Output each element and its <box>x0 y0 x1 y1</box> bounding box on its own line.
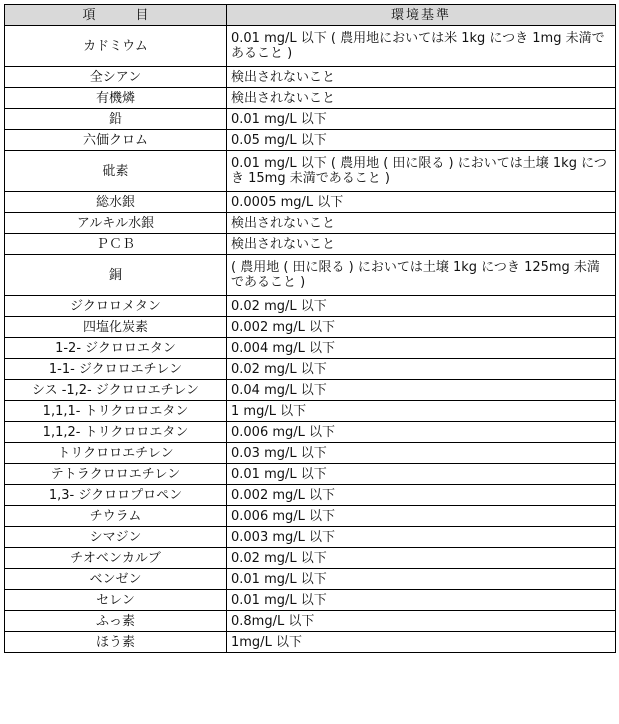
standard-cell: 0.01 mg/L 以下 <box>227 569 616 590</box>
standard-cell: 1mg/L 以下 <box>227 632 616 653</box>
header-standard: 環境基準 <box>227 5 616 26</box>
standard-cell: 検出されないこと <box>227 88 616 109</box>
table-row <box>5 527 616 548</box>
item-cell: カドミウム <box>5 26 227 67</box>
standard-cell: 検出されないこと <box>227 213 616 234</box>
item-cell: ＰＣＢ <box>5 234 227 255</box>
standard-cell: 0.01 mg/L 以下 <box>227 590 616 611</box>
standard-cell: 1 mg/L 以下 <box>227 401 616 422</box>
table-row <box>5 255 616 296</box>
item-cell: アルキル水銀 <box>5 213 227 234</box>
standard-cell: 0.004 mg/L 以下 <box>227 338 616 359</box>
table-row <box>5 234 616 255</box>
table-row <box>5 611 616 632</box>
header-item <box>5 5 227 26</box>
item-cell: シス -1,2- ジクロロエチレン <box>5 380 227 401</box>
standard-cell: 0.02 mg/L 以下 <box>227 548 616 569</box>
table-row <box>5 548 616 569</box>
table-row <box>5 401 616 422</box>
environmental-standards-table <box>4 4 616 653</box>
item-cell: 砒素 <box>5 151 227 192</box>
item-cell: 総水銀 <box>5 192 227 213</box>
header-item-char-2: 目 <box>135 7 149 23</box>
item-cell: ジクロロメタン <box>5 296 227 317</box>
standard-cell: 検出されないこと <box>227 67 616 88</box>
table-row <box>5 506 616 527</box>
table-row <box>5 109 616 130</box>
table-row <box>5 590 616 611</box>
item-cell: ベンゼン <box>5 569 227 590</box>
table-row <box>5 464 616 485</box>
standard-cell: 0.01 mg/L 以下 <box>227 464 616 485</box>
table-row <box>5 213 616 234</box>
table-row <box>5 317 616 338</box>
standard-cell: 0.0005 mg/L 以下 <box>227 192 616 213</box>
standard-cell: 0.006 mg/L 以下 <box>227 506 616 527</box>
standard-cell: 0.02 mg/L 以下 <box>227 359 616 380</box>
item-cell: 1-2- ジクロロエタン <box>5 338 227 359</box>
item-cell: 1,1,1- トリクロロエタン <box>5 401 227 422</box>
table-row <box>5 26 616 67</box>
table-row <box>5 151 616 192</box>
item-cell: 鉛 <box>5 109 227 130</box>
item-cell: チオベンカルブ <box>5 548 227 569</box>
standard-cell: 0.01 mg/L 以下 ( 農用地においては米 1kg につき 1mg 未満であること ) <box>227 26 616 67</box>
item-cell: ふっ素 <box>5 611 227 632</box>
item-cell: チウラム <box>5 506 227 527</box>
table-row <box>5 296 616 317</box>
table-row <box>5 443 616 464</box>
table-row <box>5 88 616 109</box>
standard-cell: 0.002 mg/L 以下 <box>227 317 616 338</box>
item-cell: ほう素 <box>5 632 227 653</box>
item-cell: 六価クロム <box>5 130 227 151</box>
standard-cell: 0.006 mg/L 以下 <box>227 422 616 443</box>
item-cell: 有機燐 <box>5 88 227 109</box>
item-cell: 四塩化炭素 <box>5 317 227 338</box>
item-cell: 1,1,2- トリクロロエタン <box>5 422 227 443</box>
table-row <box>5 359 616 380</box>
item-cell: トリクロロエチレン <box>5 443 227 464</box>
item-cell: 全シアン <box>5 67 227 88</box>
header-row <box>5 5 616 26</box>
standard-cell: ( 農用地 ( 田に限る ) においては土壌 1kg につき 125mg 未満であること ) <box>227 255 616 296</box>
standard-cell: 0.01 mg/L 以下 ( 農用地 ( 田に限る ) においては土壌 1kg につき 15mg 未満であること ) <box>227 151 616 192</box>
header-item-char-1: 項 <box>82 7 96 23</box>
standard-cell: 0.01 mg/L 以下 <box>227 109 616 130</box>
standard-cell: 0.04 mg/L 以下 <box>227 380 616 401</box>
table-row <box>5 422 616 443</box>
table-row <box>5 632 616 653</box>
table-row <box>5 380 616 401</box>
table-body <box>5 26 616 653</box>
item-cell: 1-1- ジクロロエチレン <box>5 359 227 380</box>
standard-cell: 0.05 mg/L 以下 <box>227 130 616 151</box>
table-row <box>5 192 616 213</box>
standard-cell: 0.8mg/L 以下 <box>227 611 616 632</box>
table-row <box>5 485 616 506</box>
table-row <box>5 67 616 88</box>
item-cell: 1,3- ジクロロプロペン <box>5 485 227 506</box>
standard-cell: 0.03 mg/L 以下 <box>227 443 616 464</box>
table-row <box>5 338 616 359</box>
standard-cell: 0.002 mg/L 以下 <box>227 485 616 506</box>
standard-cell: 検出されないこと <box>227 234 616 255</box>
standard-cell: 0.02 mg/L 以下 <box>227 296 616 317</box>
item-cell: テトラクロロエチレン <box>5 464 227 485</box>
table-row <box>5 130 616 151</box>
item-cell: シマジン <box>5 527 227 548</box>
item-cell: 銅 <box>5 255 227 296</box>
item-cell: セレン <box>5 590 227 611</box>
table-row <box>5 569 616 590</box>
standard-cell: 0.003 mg/L 以下 <box>227 527 616 548</box>
